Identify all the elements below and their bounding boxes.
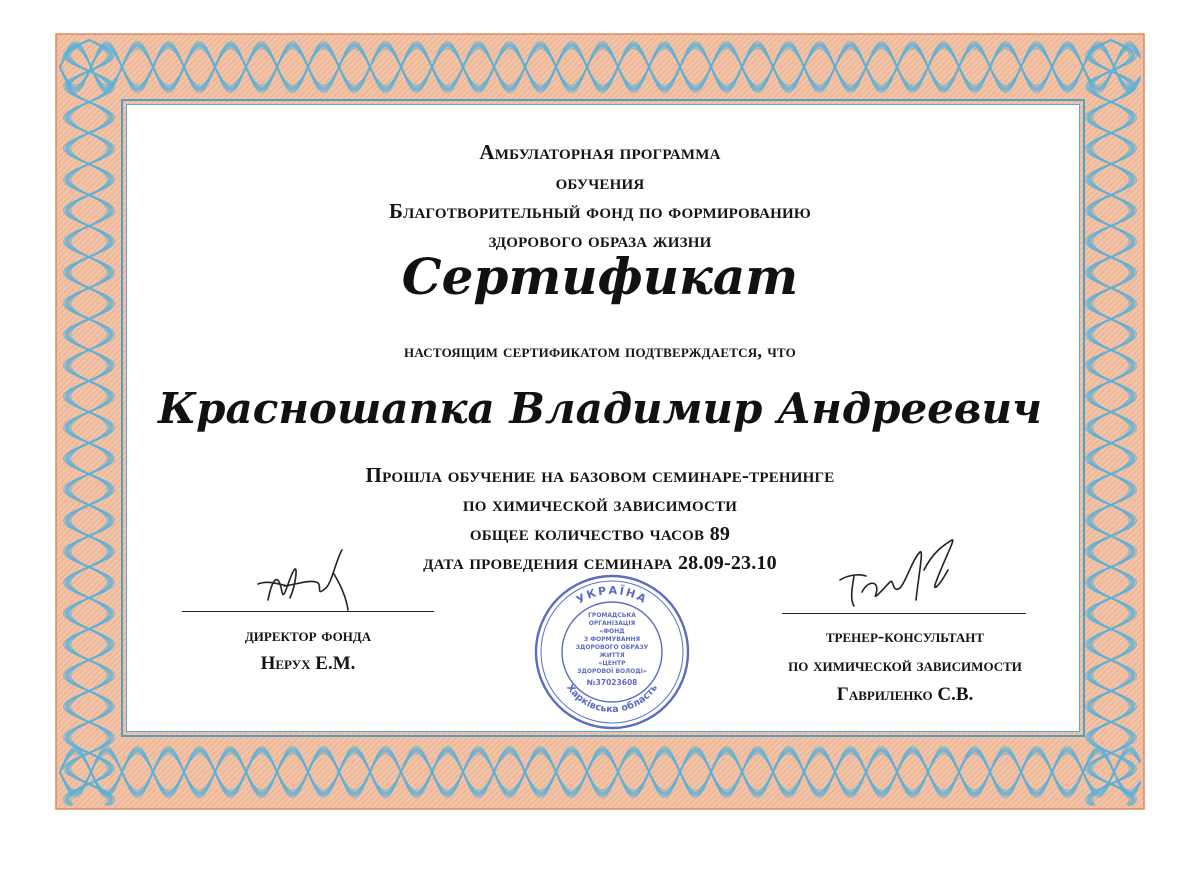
- stamp-center-line-8: ЗДОРОВОЇ ВОЛОДІ»: [577, 668, 647, 675]
- hours-label: общее количество часов: [469, 521, 705, 545]
- stamp-center-line-3: «ФОНД: [599, 628, 625, 635]
- dates-value: 28.09-23.10: [677, 552, 777, 574]
- header-line-4: здорового образа жизни: [488, 228, 712, 252]
- stamp-bottom-text: Харківська область: [564, 682, 660, 716]
- organization-stamp: [532, 572, 692, 732]
- hours-value: 89: [709, 523, 731, 545]
- trainer-name: Гавриленко С.В.: [836, 684, 974, 705]
- trainer-role-line-1: тренер-консультант: [825, 626, 985, 647]
- stamp-center-line-1: ГРОМАДСЬКА: [588, 612, 636, 619]
- stamp-center-line-4: З ФОРМУВАННЯ: [583, 636, 641, 643]
- dates-label: дата проведения семинара: [423, 550, 673, 574]
- stamp-center-line-5: ЗДОРОВОГО ОБРАЗУ: [575, 644, 649, 651]
- certificate-title: Сертификат: [401, 247, 799, 306]
- director-name: Нерух Е.М.: [260, 653, 356, 674]
- stamp-center-line-6: ЖИТТЯ: [599, 652, 625, 659]
- stamp-center-line-2: ОРГАНІЗАЦІЯ: [588, 620, 636, 627]
- header-line-1: Амбулаторная программа: [479, 140, 721, 164]
- header-line-2: обучения: [555, 170, 645, 194]
- trainer-signature: [820, 530, 990, 620]
- trainer-role-line-2: по химической зависимости: [788, 655, 1022, 676]
- recipient-name: Красношапка Владимир Андреевич: [157, 384, 1043, 433]
- stamp-center-line-7: «ЦЕНТР: [598, 660, 626, 667]
- stamp-code: №37023608: [586, 678, 638, 687]
- confirm-text: настоящим сертификатом подтверждается, что: [404, 341, 796, 362]
- stamp-top-text: УКРАЇНА: [574, 583, 650, 607]
- director-role: директор фонда: [244, 625, 372, 646]
- header-line-3: Благотворительный фонд по формированию: [389, 199, 811, 223]
- dates-line: [0, 552, 1200, 573]
- director-signature: [238, 540, 368, 620]
- hours-line: [0, 523, 1200, 544]
- body-line-2: по химической зависимости: [462, 492, 738, 516]
- body-line-1: Прошла обучение на базовом семинаре-тренинге: [365, 463, 835, 487]
- trainer-signature-line: [782, 613, 1026, 614]
- director-signature-line: [182, 611, 434, 612]
